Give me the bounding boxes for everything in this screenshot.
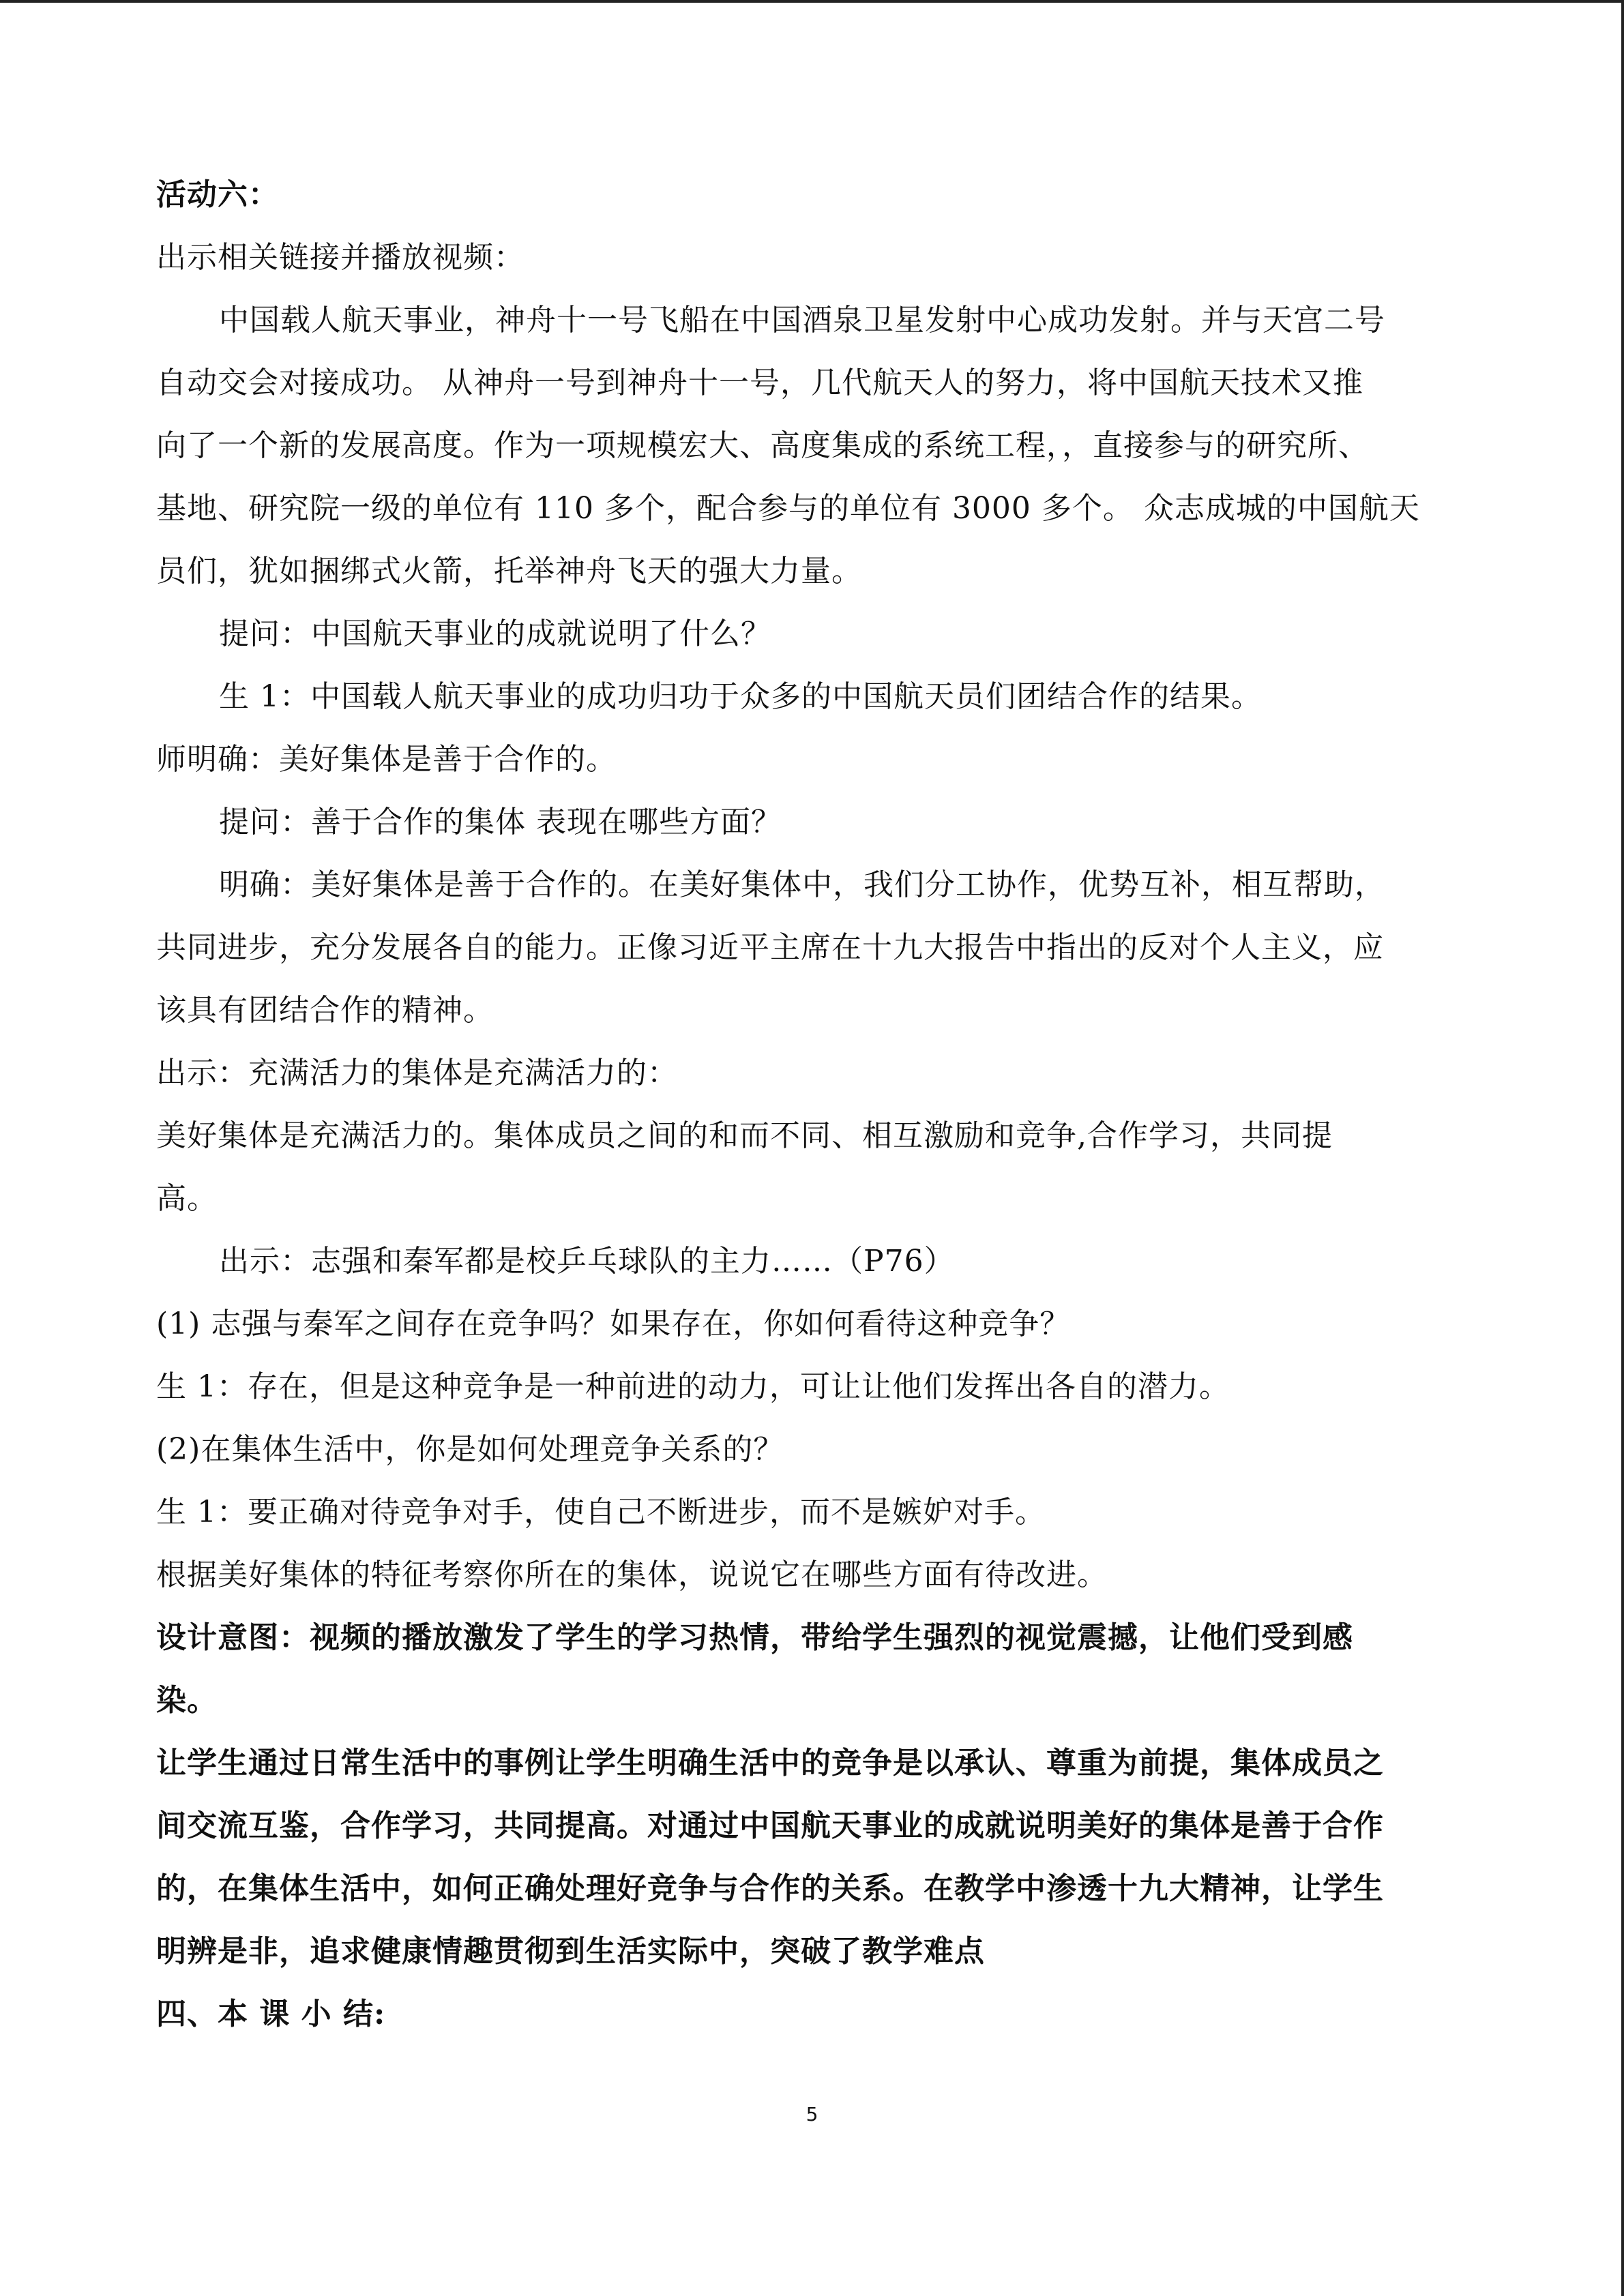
- design-intent-line: 设计意图：视频的播放激发了学生的学习热情，带给学生强烈的视觉震撼，让他们受到感: [156, 1620, 1353, 1655]
- paragraph-line: 向了一个新的发展高度。作为一项规模宏大、高度集成的系统工程，，直接参与的研究所、: [156, 428, 1369, 463]
- show-line: 出示：充满活力的集体是充满活力的：: [156, 1056, 678, 1090]
- page-border-top: [0, 0, 1624, 3]
- paragraph-line: 中国载人航天事业，神舟十一号飞船在中国酒泉卫星发射中心成功发射。并与天宫二号: [219, 303, 1385, 338]
- clarify-line: 该具有团结合作的精神。: [156, 993, 494, 1028]
- clarify-line: 共同进步，充分发展各自的能力。正像习近平主席在十九大报告中指出的反对个人主义，应: [156, 930, 1384, 965]
- design-detail-line: 的，在集体生活中，如何正确处理好竞争与合作的关系。在教学中渗透十九大精神，让学生: [156, 1871, 1384, 1906]
- paragraph-line: 自动交会对接成功。 从神舟一号到神舟十一号，几代航天人的努力，将中国航天技术又推: [156, 366, 1363, 400]
- student-answer-line: 生 1：中国载人航天事业的成功归功于众多的中国航天员们团结合作的结果。: [219, 679, 1262, 714]
- section-heading: 四、本 课 小 结:: [156, 1997, 386, 2031]
- question-line: (1) 志强与秦军之间存在竞争吗？如果存在，你如何看待这种竞争？: [156, 1307, 1071, 1341]
- activity-heading: 活动六：: [156, 177, 279, 212]
- design-detail-line: 间交流互鉴，合作学习，共同提高。对通过中国航天事业的成就说明美好的集体是善于合作: [156, 1808, 1384, 1843]
- vitality-line: 美好集体是充满活力的。集体成员之间的和而不同、相互激励和竞争,合作学习，共同提: [156, 1118, 1333, 1153]
- student-answer-line: 生 1：要正确对待竞争对手，使自己不断进步，而不是嫉妒对手。: [156, 1495, 1046, 1530]
- student-answer-line: 生 1：存在，但是这种竞争是一种前进的动力，可让让他们发挥出各自的潜力。: [156, 1369, 1230, 1404]
- question-line: 提问：善于合作的集体 表现在哪些方面？: [219, 805, 782, 839]
- paragraph-line: 员们，犹如捆绑式火箭，托举神舟飞天的强大力量。: [156, 554, 862, 588]
- vitality-line: 高。: [156, 1181, 218, 1216]
- document-body: [156, 164, 1473, 2046]
- question-line: 提问：中国航天事业的成就说明了什么？: [219, 616, 771, 651]
- page-border-right: [1621, 0, 1624, 2296]
- teacher-clarify-line: 师明确：美好集体是善于合作的。: [156, 742, 617, 777]
- paragraph-line: 基地、研究院一级的单位有 110 多个，配合参与的单位有 3000 多个。 众志成城的中国航天: [156, 491, 1420, 526]
- reflection-line: 根据美好集体的特征考察你所在的集体，说说它在哪些方面有待改进。: [156, 1557, 1108, 1592]
- design-detail-line: 明辨是非，追求健康情趣贯彻到生活实际中，突破了教学难点: [156, 1934, 985, 1969]
- intro-line: 出示相关链接并播放视频：: [156, 240, 525, 275]
- design-intent-line: 染。: [156, 1683, 218, 1718]
- question-line: (2)在集体生活中，你是如何处理竞争关系的？: [156, 1432, 784, 1467]
- design-detail-line: 让学生通过日常生活中的事例让学生明确生活中的竞争是以承认、尊重为前提，集体成员之: [156, 1746, 1384, 1780]
- clarify-line: 明确：美好集体是善于合作的。在美好集体中，我们分工协作，优势互补，相互帮助，: [219, 867, 1385, 902]
- page-number: 5: [806, 2103, 818, 2126]
- show-line: 出示：志强和秦军都是校乒乓球队的主力……（P76）: [219, 1244, 955, 1279]
